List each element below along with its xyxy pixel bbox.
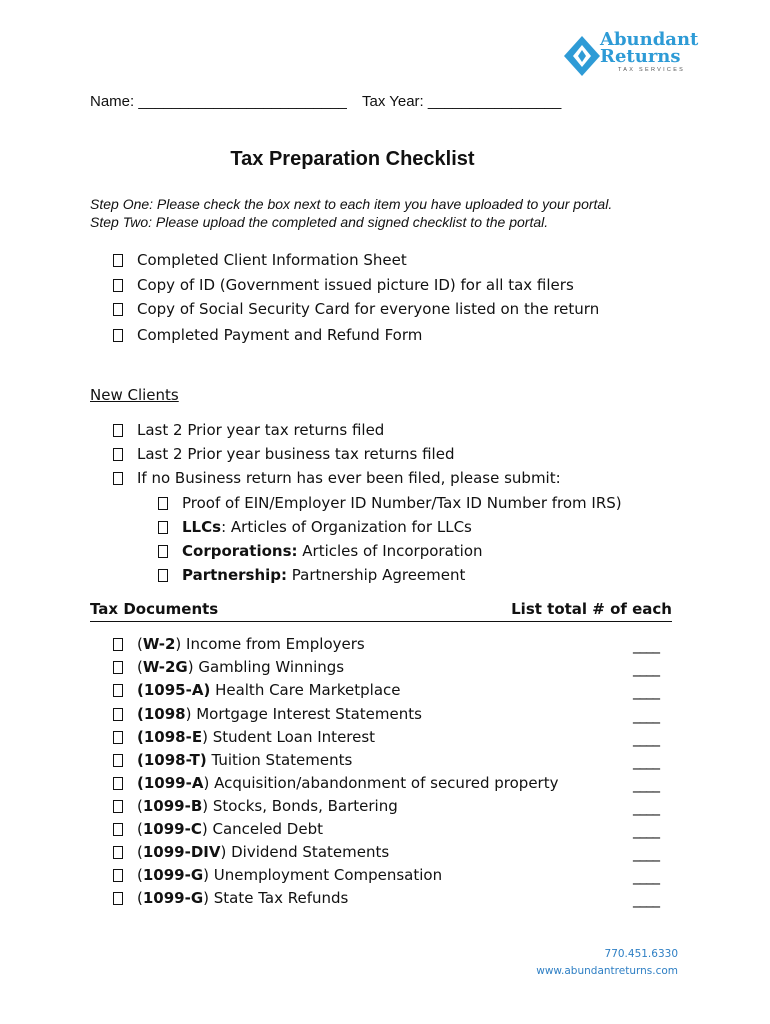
form-description: Health Care Marketplace xyxy=(210,681,401,699)
count-blank[interactable]: ____ xyxy=(633,844,659,862)
step-one-instruction: Step One: Please check the box next to each item you have uploaded to your portal. xyxy=(90,196,613,212)
count-blank[interactable]: ____ xyxy=(633,729,659,747)
form-code: 1099-C xyxy=(142,820,202,838)
step-two-instruction: Step Two: Please upload the completed and signed checklist to the portal. xyxy=(90,214,549,230)
business-subitem[interactable] xyxy=(158,540,483,562)
logo-tagline: TAX SERVICES xyxy=(618,67,686,73)
checkbox[interactable] xyxy=(113,777,123,790)
form-prefix: ( xyxy=(137,889,143,907)
form-description: ) Unemployment Compensation xyxy=(203,866,443,884)
business-subitem-bold: Partnership: xyxy=(182,566,288,584)
checkbox[interactable] xyxy=(113,254,123,267)
checklist-item-label: Copy of ID (Government issued picture ID) for all tax filers xyxy=(137,276,574,294)
form-prefix: ( xyxy=(137,843,143,861)
checklist-item[interactable] xyxy=(113,249,407,271)
tax-document-item[interactable] xyxy=(113,795,398,817)
business-subitem-bold: LLCs xyxy=(182,518,222,536)
checklist-item-label: Completed Payment and Refund Form xyxy=(137,326,423,344)
logo-line-2: Returns xyxy=(600,46,681,67)
form-code: (1098-E xyxy=(137,728,203,746)
form-description: ) Dividend Statements xyxy=(220,843,390,861)
checkbox[interactable] xyxy=(113,708,123,721)
form-description: Tuition Statements xyxy=(206,751,353,769)
form-code: (1098 xyxy=(137,705,186,723)
count-blank[interactable]: ____ xyxy=(633,752,659,770)
form-prefix: ( xyxy=(137,635,143,653)
business-subitem[interactable] xyxy=(158,516,472,538)
form-description: ) Mortgage Interest Statements xyxy=(185,705,422,723)
tax-document-item[interactable] xyxy=(113,633,365,655)
name-field-label: Name: _________________________ xyxy=(90,93,347,110)
checklist-item[interactable] xyxy=(113,324,422,346)
form-description: ) Stocks, Bonds, Bartering xyxy=(202,797,398,815)
tax-document-item[interactable] xyxy=(113,818,323,840)
tax-document-item[interactable] xyxy=(113,726,375,748)
tax-document-item[interactable] xyxy=(113,656,344,678)
tax-document-item[interactable] xyxy=(113,679,401,701)
new-client-item-label: If no Business return has ever been filed, please submit: xyxy=(137,469,561,487)
form-code: (1099-A xyxy=(137,774,204,792)
form-code: 1099-DIV xyxy=(142,843,221,861)
business-subitem-bold: Corporations: xyxy=(182,542,298,560)
checklist-item[interactable] xyxy=(113,298,599,320)
new-client-item[interactable] xyxy=(113,419,384,441)
phone-number: 770.451.6330 xyxy=(604,948,678,960)
new-client-item[interactable] xyxy=(113,443,454,465)
checkbox[interactable] xyxy=(113,448,123,461)
checkbox[interactable] xyxy=(113,731,123,744)
contact-info xyxy=(536,946,678,980)
checklist-item-label: Completed Client Information Sheet xyxy=(137,251,407,269)
form-description: ) State Tax Refunds xyxy=(203,889,349,907)
business-subitem-label: Articles of Incorporation xyxy=(297,542,483,560)
diamond-logo-icon xyxy=(562,30,602,80)
form-code: (1098-T) xyxy=(137,751,207,769)
tax-document-item[interactable] xyxy=(113,887,348,909)
checkbox[interactable] xyxy=(113,303,123,316)
checkbox[interactable] xyxy=(113,684,123,697)
checkbox[interactable] xyxy=(113,472,123,485)
form-description: ) Gambling Winnings xyxy=(187,658,345,676)
form-code: 1099-G xyxy=(142,866,204,884)
business-subitem-label: Partnership Agreement xyxy=(287,566,466,584)
count-blank[interactable]: ____ xyxy=(633,706,659,724)
count-blank[interactable]: ____ xyxy=(633,659,659,677)
count-blank[interactable]: ____ xyxy=(633,636,659,654)
checkbox[interactable] xyxy=(158,569,168,582)
checkbox[interactable] xyxy=(113,892,123,905)
form-prefix: ( xyxy=(137,658,143,676)
count-blank[interactable]: ____ xyxy=(633,682,659,700)
form-description: ) Canceled Debt xyxy=(201,820,323,838)
tax-year-field-label: Tax Year: ________________ xyxy=(362,93,562,110)
form-description: ) Acquisition/abandonment of secured property xyxy=(203,774,559,792)
checkbox[interactable] xyxy=(113,638,123,651)
company-logo xyxy=(560,28,710,78)
tax-document-item[interactable] xyxy=(113,749,352,771)
checkbox[interactable] xyxy=(158,497,168,510)
new-client-item[interactable] xyxy=(113,467,561,489)
count-blank[interactable]: ____ xyxy=(633,890,659,908)
page-title: Tax Preparation Checklist xyxy=(230,148,475,170)
new-client-item-label: Last 2 Prior year business tax returns filed xyxy=(137,445,455,463)
count-blank[interactable]: ____ xyxy=(633,775,659,793)
checkbox[interactable] xyxy=(113,279,123,292)
tax-document-item[interactable] xyxy=(113,864,442,886)
checkbox[interactable] xyxy=(113,869,123,882)
checkbox[interactable] xyxy=(113,800,123,813)
logo-line-1: Abundant xyxy=(600,29,699,50)
form-prefix: ( xyxy=(137,797,143,815)
checkbox[interactable] xyxy=(113,424,123,437)
form-code: W-2G xyxy=(142,658,188,676)
count-blank[interactable]: ____ xyxy=(633,798,659,816)
checkbox[interactable] xyxy=(113,823,123,836)
checklist-item-label: Copy of Social Security Card for everyone listed on the return xyxy=(137,300,600,318)
list-total-heading: List total # of each xyxy=(511,600,672,618)
checkbox[interactable] xyxy=(113,329,123,342)
form-code: 1099-B xyxy=(142,797,203,815)
tax-document-item[interactable] xyxy=(113,703,422,725)
form-prefix: ( xyxy=(137,866,143,884)
checkbox[interactable] xyxy=(113,754,123,767)
form-description: ) Student Loan Interest xyxy=(202,728,376,746)
count-blank[interactable]: ____ xyxy=(633,821,659,839)
business-subitem-label: : Articles of Organization for LLCs xyxy=(221,518,472,536)
new-clients-heading: New Clients xyxy=(90,386,179,404)
form-description: ) Income from Employers xyxy=(175,635,365,653)
business-subitem[interactable] xyxy=(158,492,622,514)
checklist-item[interactable] xyxy=(113,274,574,296)
form-code: W-2 xyxy=(142,635,176,653)
website-link[interactable]: www.abundantreturns.com xyxy=(536,965,678,977)
tax-document-item[interactable] xyxy=(113,841,389,863)
new-client-item-label: Last 2 Prior year tax returns filed xyxy=(137,421,385,439)
checkbox[interactable] xyxy=(158,521,168,534)
checkbox[interactable] xyxy=(158,545,168,558)
tax-documents-heading: Tax Documents xyxy=(90,600,219,618)
tax-document-item[interactable] xyxy=(113,772,559,794)
checkbox[interactable] xyxy=(113,846,123,859)
checkbox[interactable] xyxy=(113,661,123,674)
form-code: (1095-A) xyxy=(137,681,211,699)
business-subitem-label: Proof of EIN/Employer ID Number/Tax ID Number from IRS) xyxy=(182,494,622,512)
form-prefix: ( xyxy=(137,820,143,838)
business-subitem[interactable] xyxy=(158,564,465,586)
form-code: 1099-G xyxy=(142,889,204,907)
count-blank[interactable]: ____ xyxy=(633,867,659,885)
